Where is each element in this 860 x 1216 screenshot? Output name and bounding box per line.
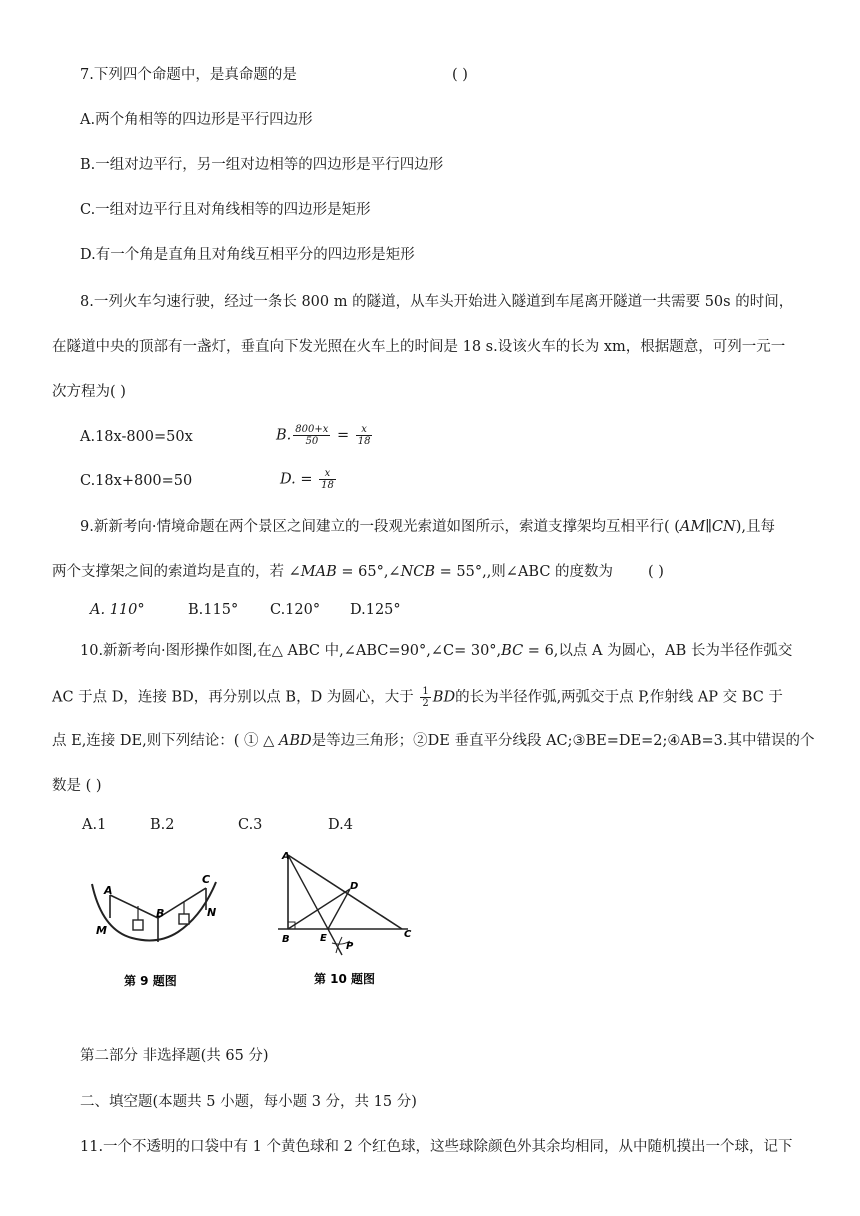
q9-option-b: B.115° (188, 602, 239, 618)
q7-stem: 7.下列四个命题中，是真命题的是 (80, 67, 297, 83)
q8-option-a: A.18x-800=50x (80, 429, 193, 445)
label-c: C (404, 929, 412, 940)
figure-10 (272, 845, 422, 995)
q8-option-c: C.18x+800=50 (80, 473, 193, 489)
label-a: A (104, 884, 113, 897)
q10-option-a: A.1 (82, 817, 107, 833)
q9-line-2: 两个支撑架之间的索道均是直的，若 ∠MAB = 65°,∠NCB = 55°,,则∠ABC 的度数为 (52, 564, 614, 580)
q7-option-d: D.有一个角是直角且对角线互相平分的四边形是矩形 (80, 247, 415, 263)
q10-option-c: C.3 (238, 817, 263, 833)
q9-line-1: 9.新新考向·情境命题在两个景区之间建立的一段观光索道如图所示，索道支撑架均互相平行( (AM∥CN),且每 (80, 519, 775, 535)
q9-option-c: C.120° (270, 602, 321, 618)
q10-line-3: 点 E,连接 DE,则下列结论：( ① △ ABD是等边三角形；②DE 垂直平分线段 AC;③BE=DE=2;④AB=3.其中错误的个 (52, 733, 815, 749)
q8-option-d: D. = $\frac{x}{18}$ (280, 468, 334, 491)
q11-line-1: 11.一个不透明的口袋中有 1 个黄色球和 2 个红色球，这些球除颜色外其余均相同，从中随机摸出一个球，记下 (80, 1139, 793, 1155)
part-two-heading: 第二部分 非选择题(共 65 分) (80, 1048, 269, 1064)
q9-option-d: D.125° (350, 602, 401, 618)
section-two-heading: 二、填空题(本题共 5 小题，每小题 3 分，共 15 分) (80, 1094, 417, 1110)
cabin-right (179, 914, 189, 924)
label-e: E (320, 933, 327, 944)
label-b: B (156, 907, 165, 920)
label-d: D (350, 881, 359, 892)
ray-ap (288, 855, 342, 955)
q7-option-b: B.一组对边平行，另一组对边相等的四边形是平行四边形 (80, 157, 444, 173)
figure-9-caption: 第 9 题图 (124, 974, 177, 988)
segment-bd (288, 889, 350, 929)
label-a: A (282, 851, 290, 862)
cabin-left (133, 920, 143, 930)
q10-line-1: 10.新新考向·图形操作如图,在△ ABC 中,∠ABC=90°,∠C= 30°,BC = 6,以点 A 为圆心，AB 长为半径作弧交 (80, 643, 793, 659)
label-n: N (207, 906, 217, 919)
q8-option-b: B. $\frac{800+x}{50}$ = $\frac{x}{18}$ (276, 424, 371, 447)
q7-option-c: C.一组对边平行且对角线相等的四边形是矩形 (80, 202, 371, 218)
q9-option-a: A. 110° (90, 602, 145, 618)
label-b: B (282, 934, 290, 945)
figure-10-caption: 第 10 题图 (314, 972, 376, 986)
q10-option-d: D.4 (328, 817, 353, 833)
label-p: P (346, 941, 354, 952)
label-m: M (96, 924, 107, 937)
q7-option-a: A.两个角相等的四边形是平行四边形 (80, 112, 313, 128)
label-c: C (202, 873, 211, 886)
q7-answer-paren: ( ) (452, 67, 468, 83)
rope-left (110, 895, 158, 918)
q8-line-3: 次方程为( ) (52, 384, 126, 400)
segment-de (328, 889, 350, 929)
q9-answer-paren: ( ) (648, 564, 664, 580)
q8-line-1: 8.一列火车匀速行驶，经过一条长 800 m 的隧道，从车头开始进入隧道到车尾离开隧道一共需要 50s 的时间， (80, 294, 794, 310)
q10-line-2: AC 于点 D，连接 BD，再分别以点 B，D 为圆心，大于 $\frac{1}{2}$ BD的长为半径作弧,两弧交于点 P,作射线 AP 交 BC 于 (52, 686, 783, 709)
figure-9 (80, 850, 240, 1000)
q10-option-b: B.2 (150, 817, 175, 833)
q10-line-4: 数是 ( ) (52, 778, 102, 794)
q8-line-2: 在隧道中央的顶部有一盏灯，垂直向下发光照在火车上的时间是 18 s.设该火车的长为 xm，根据题意，可列一元一 (52, 339, 786, 355)
